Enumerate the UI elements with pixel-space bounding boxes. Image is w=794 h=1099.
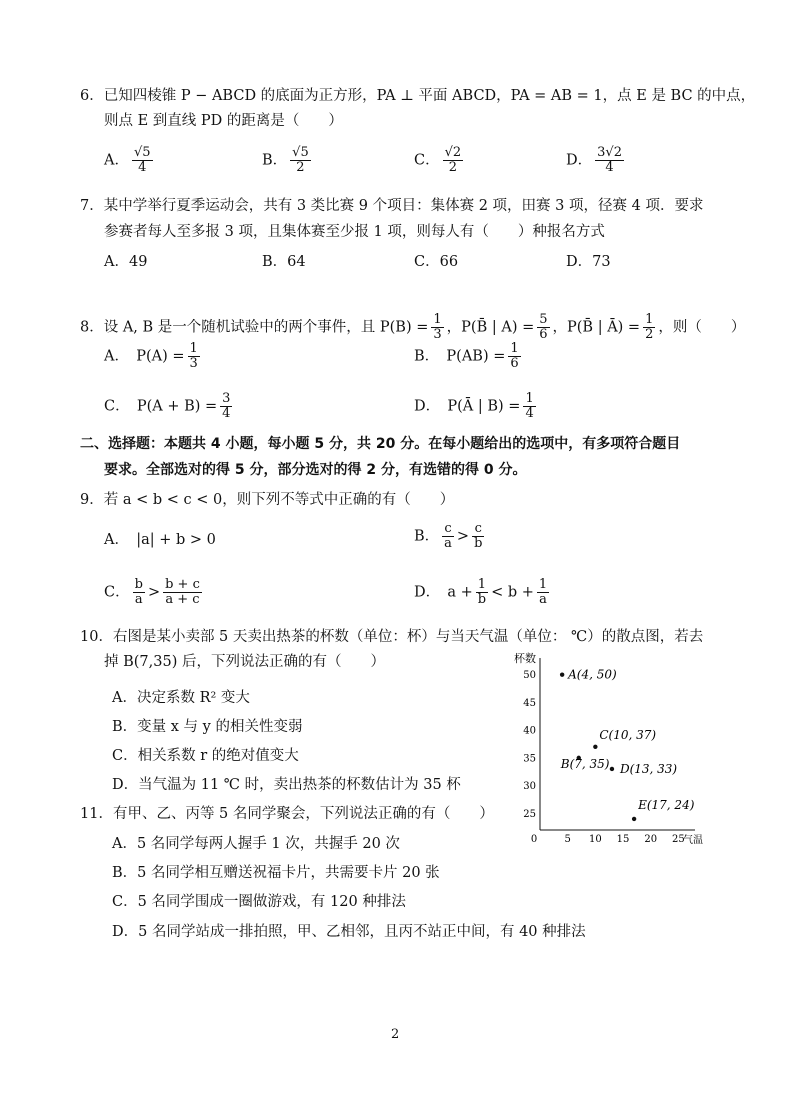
y-tick-label: 40 — [523, 725, 536, 737]
x-tick-label: 25 — [672, 834, 685, 845]
q6-option-a: A． $\frac{√5}{4}$ — [104, 145, 151, 175]
q11-option-a: A．5 名同学每两人握手 1 次，共握手 20 次 — [112, 836, 400, 852]
q6-option-b: B． $\frac{√5}{2}$ — [262, 145, 309, 175]
page-number: 2 — [391, 1027, 400, 1042]
scatter-point — [593, 745, 597, 749]
q7-option-a: A．49 — [104, 254, 148, 270]
q10-option-d: D．当气温为 11 ℃ 时，卖出热茶的杯数估计为 35 杯 — [112, 777, 461, 793]
q8-option-b: B． P(AB) = $\frac{1}{6}$ — [414, 341, 519, 371]
q10-option-c: C．相关系数 r 的绝对值变大 — [112, 748, 299, 764]
section-2-heading-line1: 二、选择题：本题共 4 小题，每小题 5 分，共 20 分。在每小题给出的选项中，有多项符合题目 — [80, 436, 681, 452]
q10-stem-line1: 10．右图是某小卖部 5 天卖出热茶的杯数（单位：杯）与当天气温（单位： ℃）的散点图，若去 — [80, 629, 704, 645]
q6-option-d: D． $\frac{3√2}{4}$ — [566, 145, 622, 175]
q10-option-b: B．变量 x 与 y 的相关性变弱 — [112, 719, 303, 735]
q11-stem: 11．有甲、乙、丙等 5 名同学聚会，下列说法正确的有（ ） — [80, 806, 494, 822]
q9-option-a: A． |a| + b > 0 — [104, 532, 216, 548]
scatter-points — [560, 668, 695, 821]
q10-option-a: A．决定系数 R² 变大 — [112, 690, 250, 706]
y-tick-label: 45 — [523, 697, 536, 709]
q8-option-c: C． P(A + B) = $\frac{3}{4}$ — [104, 391, 231, 421]
q7-option-b: B．64 — [262, 254, 306, 270]
point-label: B(7, 35) — [560, 756, 610, 771]
y-tick-label: 50 — [523, 670, 536, 682]
q9-option-d: D． a + $\frac{1}{b}$ < b + $\frac{1}{a}$ — [414, 577, 548, 607]
scatter-point — [632, 817, 636, 821]
point-label: C(10, 37) — [599, 727, 657, 742]
q9-option-c: C． $\frac{b}{a}$ > $\frac{b + c}{a + c}$ — [104, 577, 200, 607]
y-axis-label: 杯数 — [514, 652, 536, 665]
y-tick-label: 25 — [523, 808, 536, 820]
q11-option-b: B．5 名同学相互赠送祝福卡片，共需要卡片 20 张 — [112, 865, 440, 881]
q9-stem: 9．若 a < b < c < 0，则下列不等式中正确的有（ ） — [80, 492, 455, 508]
y-ticks — [523, 670, 536, 820]
x-ticks — [531, 834, 685, 845]
q7-stem-line2: 参赛者每人至多报 3 项，且集体赛至少报 1 项，则每人有（ ）种报名方式 — [104, 224, 605, 240]
x-tick-label: 15 — [616, 834, 630, 845]
q6-stem-line2: 则点 E 到直线 PD 的距离是（ ） — [104, 113, 343, 129]
q9-option-b: B． $\frac{c}{a}$ > $\frac{c}{b}$ — [414, 521, 483, 551]
q6-option-c: C． $\frac{√2}{2}$ — [414, 145, 462, 175]
q7-stem-line1: 7．某中学举行夏季运动会，共有 3 类比赛 9 个项目：集体赛 2 项，田赛 3 项，径赛 4 项．要求 — [80, 198, 704, 214]
x-tick-label: 5 — [564, 834, 571, 845]
q11-option-c: C．5 名同学围成一圈做游戏，有 120 种排法 — [112, 894, 406, 910]
y-tick-label: 30 — [523, 781, 536, 793]
scatter-plot — [500, 650, 705, 850]
point-label: A(4, 50) — [568, 667, 617, 682]
x-tick-label: 10 — [588, 834, 602, 845]
scatter-point — [610, 767, 614, 771]
q8-stem: 8．设 A, B 是一个随机试验中的两个事件，且 P(B) = $\frac{1}{3}$ ，P(B̄ | A) = $\frac{5}{6}$ ，P(B̄ | Ā) = $\frac{1}{2}$ ，则（ ） — [80, 312, 746, 342]
q6-stem-line1: 6．已知四棱锥 P − ABCD 的底面为正方形，PA ⊥ 平面 ABCD，PA = AB = 1，点 E 是 BC 的中点， — [80, 88, 756, 104]
x-tick-label: 20 — [644, 834, 658, 845]
q7-option-d: D．73 — [566, 254, 611, 270]
q11-option-d: D．5 名同学站成一排拍照，甲、乙相邻，且丙不站正中间，有 40 种排法 — [112, 924, 586, 940]
x-tick-label: 0 — [530, 834, 538, 845]
x-axis-label: 气温 — [683, 835, 703, 846]
q8-option-a: A． P(A) = $\frac{1}{3}$ — [104, 341, 198, 371]
section-2-heading-line2: 要求。全部选对的得 5 分，部分选对的得 2 分，有选错的得 0 分。 — [104, 462, 527, 478]
q7-option-c: C．66 — [414, 254, 459, 270]
point-label: E(17, 24) — [638, 797, 695, 812]
scatter-point — [560, 672, 564, 676]
q10-stem-line2: 掉 B(7,35) 后，下列说法正确的有（ ） — [104, 654, 385, 670]
y-tick-label: 35 — [523, 753, 536, 765]
point-label: D(13, 33) — [619, 761, 678, 776]
q8-option-d: D． P(Ā | B) = $\frac{1}{4}$ — [414, 391, 534, 421]
